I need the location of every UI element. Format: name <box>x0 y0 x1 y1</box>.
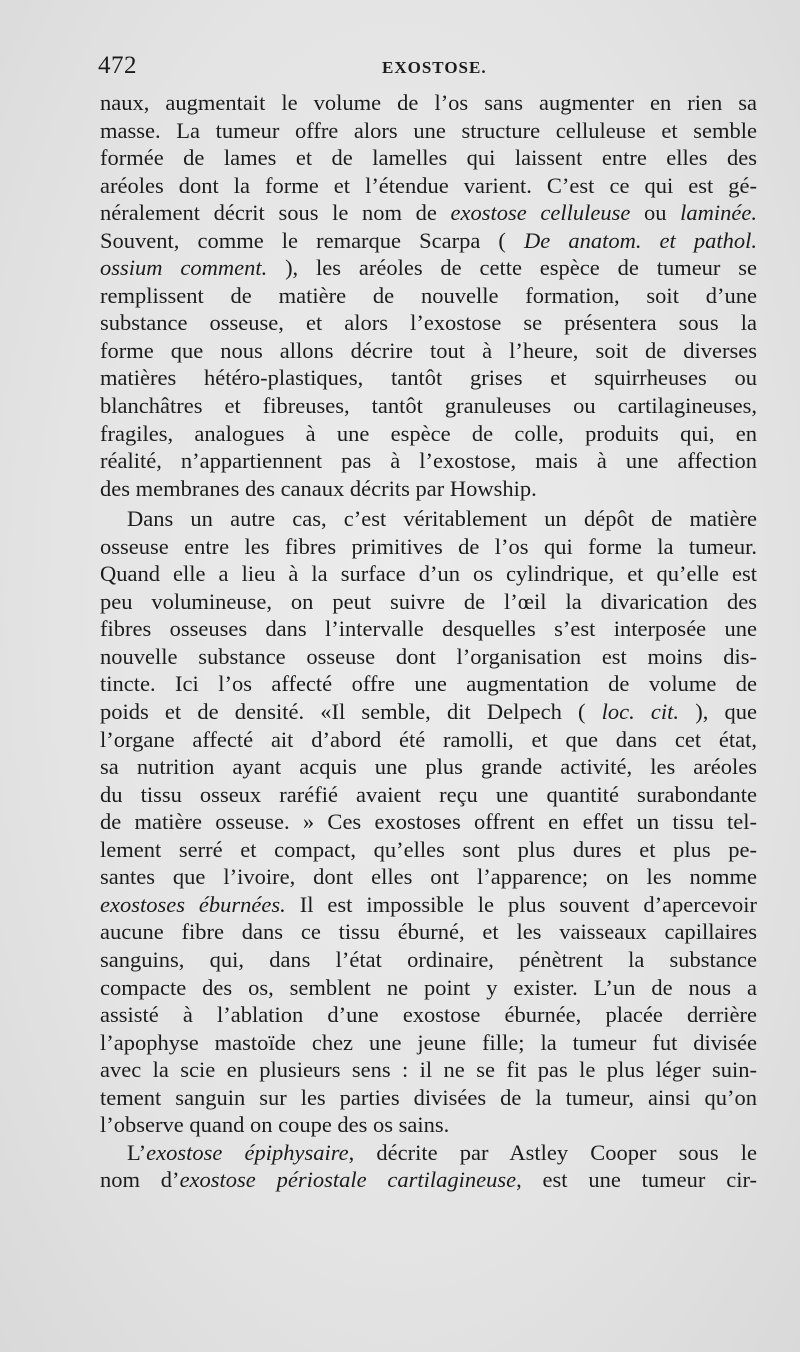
text-line: fibres osseuses dans l’intervalle desquelles s’est interposée une <box>100 616 757 642</box>
text-line: santes que l’ivoire, dont elles ont l’apparence; on les nomme <box>100 864 757 890</box>
text-line: lement serré et compact, qu’elles sont plus dures et plus pe- <box>100 836 757 862</box>
text-line: réalité, n’appartiennent pas à l’exostose, mais à une affection <box>100 448 757 474</box>
italic-run: exostose celluleuse <box>450 200 631 226</box>
text-line: osseuse entre les fibres primitives de l’os qui forme la tumeur. <box>100 533 757 559</box>
text-line: l’observe quand on coupe des os sains. <box>100 1112 450 1138</box>
page-header <box>98 52 756 86</box>
italic-run: laminée. <box>680 200 757 226</box>
italic-run: ossium comment. <box>100 255 268 281</box>
text-line: tincte. Ici l’os affecté offre une augmentation de volume de <box>100 671 757 697</box>
text-line: sa nutrition ayant acquis une plus grande activité, les aréoles <box>100 754 757 780</box>
text-line: du tissu osseux raréfié avaient reçu une quantité surabondante <box>100 781 757 807</box>
text-line: l’organe affecté ait d’abord été ramolli, et que dans cet état, <box>100 726 757 752</box>
text-run: ), que <box>679 699 758 725</box>
text-run: poids et de densité. «Il semble, dit Delpech ( <box>100 699 602 725</box>
text-run: Souvent, comme le remarque Scarpa ( <box>100 227 525 253</box>
text-line: matières hétéro-plastiques, tantôt grises et squirrheuses ou <box>100 365 757 391</box>
text-line: Quand elle a lieu à la surface d’un os cylindrique, et qu’elle est <box>100 561 757 587</box>
paragraph <box>100 505 757 1139</box>
text-line <box>100 1166 757 1194</box>
text-line: nouvelle substance osseuse dont l’organisation est moins dis- <box>100 643 757 669</box>
body-text <box>100 89 757 1194</box>
text-line: substance osseuse, et alors l’exostose se présentera sous la <box>100 310 757 336</box>
text-line: tement sanguin sur les parties divisées de la tumeur, ainsi qu’on <box>100 1084 757 1110</box>
text-run: ), les aréoles de cette espèce de tumeur se <box>267 255 758 281</box>
text-run: Il est impossible le plus souvent d’apercevoir <box>285 891 757 917</box>
text-line: naux, augmentait le volume de l’os sans augmenter en rien sa <box>100 90 757 115</box>
text-line: aréoles dont la forme et l’étendue varient. C’est ce qui est gé- <box>100 172 757 198</box>
text-run: , décrite par Astley Cooper sous le <box>348 1139 757 1165</box>
text-run: nom d’ <box>100 1167 180 1193</box>
text-run: L’ <box>127 1139 147 1165</box>
text-line: formée de lames et de lamelles qui laissent entre elles des <box>100 145 757 171</box>
text-line: avec la scie en plusieurs sens : il ne se fit pas le plus léger suin- <box>100 1057 757 1083</box>
italic-run: loc. cit. <box>601 699 680 725</box>
italic-run: exostoses éburnées. <box>100 891 286 917</box>
text-line: Dans un autre cas, c’est véritablement un dépôt de matière <box>127 506 757 532</box>
text-line: blanchâtres et fibreuses, tantôt granuleuses ou cartilagineuses, <box>100 393 757 419</box>
text-line <box>100 698 757 726</box>
italic-run: De anatom. et pathol. <box>524 227 757 253</box>
text-run: néralement décrit sous le nom de <box>100 200 451 226</box>
text-line: masse. La tumeur offre alors une structure celluleuse et semble <box>100 117 757 143</box>
text-line <box>100 1139 757 1167</box>
italic-run: exostose épiphysaire <box>146 1139 349 1165</box>
text-line: forme que nous allons décrire tout à l’heure, soit de diverses <box>100 337 757 363</box>
page-number: 472 <box>98 52 137 79</box>
text-run: ou <box>630 200 681 226</box>
italic-run: exostose périostale cartilagineuse <box>179 1167 517 1193</box>
text-line: des membranes des canaux décrits par Howship. <box>100 475 537 501</box>
text-line <box>100 254 757 282</box>
text-line: aucune fibre dans ce tissu éburné, et les vaisseaux capillaires <box>100 919 757 945</box>
text-line: l’apophyse mastoïde chez une jeune fille; la tumeur fut divisée <box>100 1029 757 1055</box>
text-line: fragiles, analogues à une espèce de colle, produits qui, en <box>100 420 757 446</box>
paragraph <box>100 89 757 502</box>
text-line: compacte des os, semblent ne point y exister. L’un de nous a <box>100 974 757 1000</box>
paragraph <box>100 1139 757 1194</box>
text-run: , est une tumeur cir- <box>516 1167 757 1193</box>
text-line: peu volumineuse, on peut suivre de l’œil la divarication des <box>100 588 757 614</box>
text-line: assisté à l’ablation d’une exostose éburnée, placée derrière <box>100 1002 757 1028</box>
text-line: remplissent de matière de nouvelle formation, soit d’une <box>100 282 757 308</box>
text-line <box>100 891 757 919</box>
text-line <box>100 227 757 255</box>
text-line: de matière osseuse. » Ces exostoses offrent en effet un tissu tel- <box>100 809 757 835</box>
text-line <box>100 199 757 227</box>
text-line: sanguins, qui, dans l’état ordinaire, pénètrent la substance <box>100 946 757 972</box>
running-head: EXOSTOSE. <box>382 58 487 77</box>
